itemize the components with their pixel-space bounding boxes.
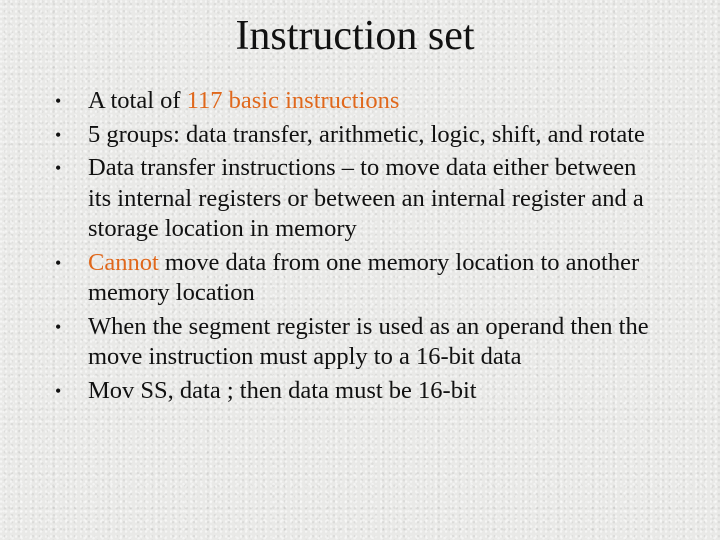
bullet-item xyxy=(55,248,665,309)
bullet-icon: • xyxy=(55,380,62,401)
bullet-icon: • xyxy=(55,91,62,111)
bullet-text-post: When the segment register is used as an operand then the move instruction must apply to a 16-bit data xyxy=(88,312,649,370)
bullet-text-accent: Cannot xyxy=(88,248,159,276)
bullet-icon: • xyxy=(55,316,62,337)
bullet-item xyxy=(55,153,665,245)
bullet-icon: • xyxy=(55,158,62,178)
bullet-text-pre: A total of xyxy=(88,87,187,114)
bullet-list xyxy=(55,86,665,409)
bullet-text-post: Data transfer instructions – to move data either between its internal registers or between an internal register and a storage location in memory xyxy=(88,154,644,242)
slide-title: Instruction set xyxy=(235,13,475,59)
bullet-item xyxy=(55,120,665,151)
bullet-text-post: 5 groups: data transfer, arithmetic, logic, shift, and rotate xyxy=(88,120,645,148)
bullet-icon: • xyxy=(55,252,62,273)
bullet-text-accent: 117 basic instructions xyxy=(186,87,400,114)
bullet-item xyxy=(55,86,665,117)
bullet-icon: • xyxy=(55,124,62,145)
bullet-item xyxy=(55,376,665,407)
bullet-item xyxy=(55,312,665,373)
bullet-text-post: move data from one memory location to another memory location xyxy=(88,248,640,306)
bullet-text-post: Mov SS, data ; then data must be 16-bit xyxy=(88,376,477,404)
